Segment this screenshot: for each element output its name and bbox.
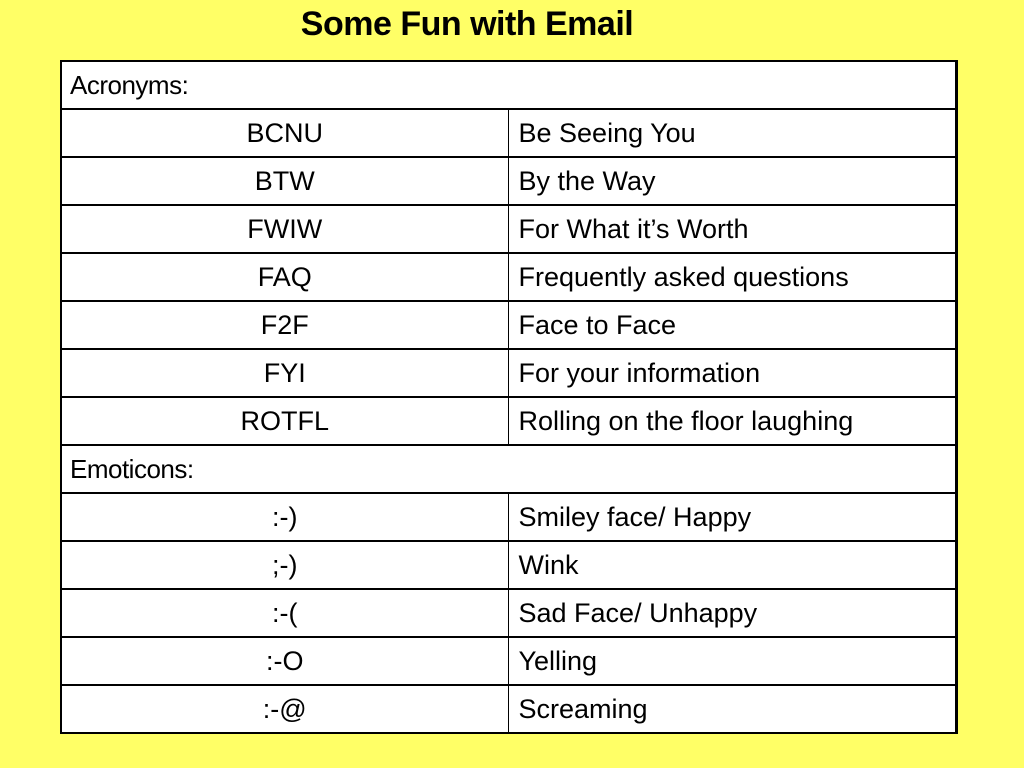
acronym-cell: FWIW	[61, 205, 508, 253]
acronym-cell: BTW	[61, 157, 508, 205]
acronym-cell: BCNU	[61, 109, 508, 157]
page-title: Some Fun with Email	[300, 5, 634, 43]
meaning-cell: Face to Face	[508, 301, 956, 349]
meaning-cell: Rolling on the floor laughing	[508, 397, 956, 445]
table-row	[61, 301, 956, 349]
table-row	[61, 253, 956, 301]
meaning-cell: Frequently asked questions	[508, 253, 956, 301]
section-header-row	[61, 61, 956, 109]
emoticon-cell: :-O	[61, 637, 508, 685]
acronym-cell: F2F	[61, 301, 508, 349]
section-heading: Acronyms:	[61, 61, 956, 109]
emoticon-cell: ;-)	[61, 541, 508, 589]
table-row	[61, 589, 956, 637]
meaning-cell: By the Way	[508, 157, 956, 205]
meaning-cell: Smiley face/ Happy	[508, 493, 956, 541]
acronym-cell: ROTFL	[61, 397, 508, 445]
acronym-cell: FAQ	[61, 253, 508, 301]
emoticon-cell: :-(	[61, 589, 508, 637]
emoticon-cell: :-)	[61, 493, 508, 541]
table-row	[61, 637, 956, 685]
meaning-cell: Screaming	[518, 694, 648, 724]
table-row	[61, 109, 956, 157]
acronym-table	[60, 60, 958, 734]
meaning-cell: Sad Face/ Unhappy	[508, 589, 956, 637]
section-heading: Emoticons:	[61, 445, 956, 493]
meaning-cell: For your information	[508, 349, 956, 397]
meaning-cell: Wink	[508, 541, 956, 589]
meaning-cell: For What it’s Worth	[508, 205, 956, 253]
meaning-cell: Be Seeing You	[508, 109, 956, 157]
section-header-row	[61, 445, 956, 493]
table-row	[61, 493, 956, 541]
table-row	[61, 205, 956, 253]
table-row	[61, 349, 956, 397]
table-row	[61, 541, 956, 589]
table-row	[61, 685, 956, 733]
acronym-cell: FYI	[61, 349, 508, 397]
table-row	[61, 157, 956, 205]
emoticon-cell: :-@	[61, 685, 508, 733]
meaning-cell: Yelling	[508, 637, 956, 685]
table-row	[61, 397, 956, 445]
